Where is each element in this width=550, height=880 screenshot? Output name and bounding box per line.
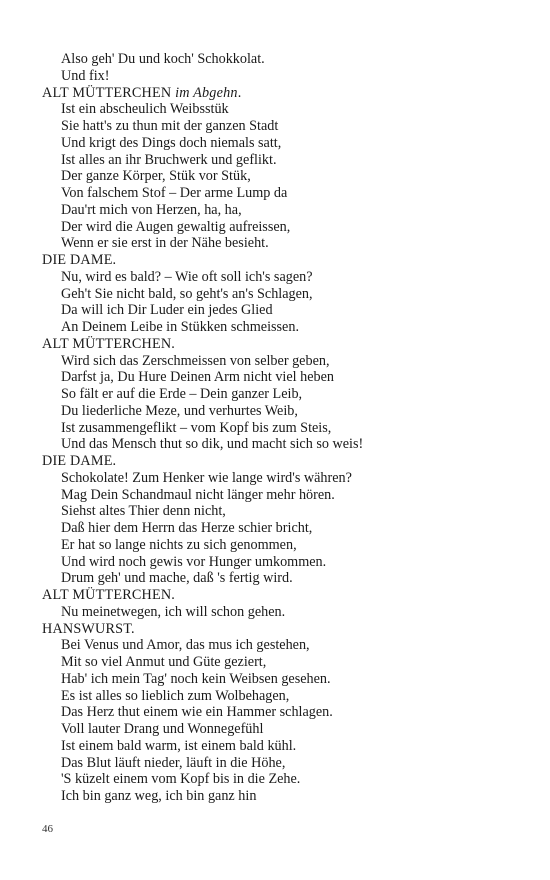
verse-line bbox=[42, 436, 522, 453]
speaker-text: DIE DAME. bbox=[42, 453, 117, 469]
verse-line bbox=[42, 152, 522, 169]
verse-line bbox=[42, 369, 522, 386]
verse-text: Bei Venus und Amor, das mus ich gestehen, bbox=[61, 637, 310, 654]
speaker-name bbox=[42, 336, 522, 353]
verse-text: Dau'rt mich von Herzen, ha, ha, bbox=[61, 201, 242, 218]
verse-line bbox=[42, 319, 522, 336]
verse-text: Wird sich das Zerschmeissen von selber geben, bbox=[61, 352, 330, 369]
verse-text: Und das Mensch thut so dik, und macht sich so weis! bbox=[61, 436, 364, 453]
verse-line bbox=[42, 537, 522, 554]
page-number: 46 bbox=[42, 823, 53, 835]
verse-line bbox=[42, 704, 522, 721]
verse-line bbox=[42, 637, 522, 654]
verse-text: Also geh' Du und koch' Schokkolat. bbox=[61, 51, 265, 67]
verse-line bbox=[42, 219, 522, 236]
verse-text: Es ist alles so lieblich zum Wolbehagen, bbox=[61, 687, 290, 704]
speaker-text: ALT MÜTTERCHEN. bbox=[42, 587, 176, 603]
verse-text: Schokolate! Zum Henker wie lange wird's währen? bbox=[61, 469, 352, 486]
verse-text: Von falschem Stof – Der arme Lump da bbox=[61, 185, 288, 201]
verse-text: Ist einem bald warm, ist einem bald kühl. bbox=[61, 737, 297, 754]
stage-direction: im Abgehn bbox=[175, 84, 238, 101]
speaker-text: ALT MÜTTERCHEN. bbox=[42, 335, 176, 352]
verse-text: Ich bin ganz weg, ich bin ganz hin bbox=[61, 788, 257, 804]
verse-text: Geh't Sie nicht bald, so geht's an's Schlagen, bbox=[61, 285, 313, 302]
verse-text: Mag Dein Schandmaul nicht länger mehr hören. bbox=[61, 486, 335, 503]
verse-text: Nu meinetwegen, ich will schon gehen. bbox=[61, 603, 286, 620]
verse-text: Nu, wird es bald? – Wie oft soll ich's sagen? bbox=[61, 268, 313, 285]
verse-text: Das Herz thut einem wie ein Hammer schlagen. bbox=[61, 704, 333, 721]
verse-text: Siehst altes Thier denn nicht, bbox=[61, 503, 226, 520]
verse-line bbox=[42, 520, 522, 537]
verse-text: Wenn er sie erst in der Nähe besieht. bbox=[61, 235, 269, 252]
verse-line bbox=[42, 470, 522, 487]
verse-text: Daß hier dem Herrn das Herze schier bricht, bbox=[61, 520, 313, 536]
verse-text: So fält er auf die Erde – Dein ganzer Leib, bbox=[61, 386, 303, 402]
verse-text: Mit so viel Anmut und Güte geziert, bbox=[61, 654, 267, 670]
verse-line bbox=[42, 101, 522, 118]
verse-line bbox=[42, 604, 522, 621]
verse-text: Und krigt des Dings doch niemals satt, bbox=[61, 134, 282, 151]
verse-line bbox=[42, 788, 522, 805]
verse-line bbox=[42, 503, 522, 520]
speaker-name bbox=[42, 587, 522, 604]
speaker-name bbox=[42, 85, 522, 102]
verse-line bbox=[42, 51, 522, 68]
verse-text: Ist zusammengeflikt – vom Kopf bis zum Steis, bbox=[61, 419, 332, 436]
verse-line bbox=[42, 386, 522, 403]
verse-line bbox=[42, 554, 522, 571]
verse-text: Das Blut läuft nieder, läuft in die Höhe, bbox=[61, 754, 286, 771]
verse-line bbox=[42, 68, 522, 85]
verse-line bbox=[42, 168, 522, 185]
verse-line bbox=[42, 420, 522, 437]
speaker-text: DIE DAME. bbox=[42, 252, 117, 268]
play-text bbox=[42, 51, 522, 805]
verse-text: An Deinem Leibe in Stükken schmeissen. bbox=[61, 319, 299, 335]
verse-line bbox=[42, 487, 522, 504]
speaker-text: ALT MÜTTERCHEN bbox=[42, 84, 176, 101]
verse-text: 'S küzelt einem vom Kopf bis in die Zehe. bbox=[61, 771, 301, 788]
verse-text: Hab' ich mein Tag' noch kein Weibsen gesehen. bbox=[61, 670, 331, 687]
verse-line bbox=[42, 302, 522, 319]
verse-text: Darfst ja, Du Hure Deinen Arm nicht viel heben bbox=[61, 369, 335, 386]
verse-line bbox=[42, 671, 522, 688]
speaker-name bbox=[42, 252, 522, 269]
verse-text: Und wird noch gewis vor Hunger umkommen. bbox=[61, 553, 327, 570]
verse-text: Ist alles an ihr Bruchwerk und geflikt. bbox=[61, 151, 277, 168]
verse-line bbox=[42, 688, 522, 705]
verse-line bbox=[42, 135, 522, 152]
verse-line bbox=[42, 269, 522, 286]
verse-line bbox=[42, 721, 522, 738]
verse-line bbox=[42, 403, 522, 420]
verse-line bbox=[42, 570, 522, 587]
verse-line bbox=[42, 286, 522, 303]
verse-line bbox=[42, 738, 522, 755]
punctuation: . bbox=[237, 84, 242, 101]
verse-line bbox=[42, 202, 522, 219]
speaker-text: HANSWURST. bbox=[42, 620, 135, 637]
verse-text: Sie hatt's zu thun mit der ganzen Stadt bbox=[61, 118, 279, 134]
verse-line bbox=[42, 235, 522, 252]
verse-line bbox=[42, 771, 522, 788]
verse-text: Du liederliche Meze, und verhurtes Weib, bbox=[61, 402, 298, 419]
verse-text: Voll lauter Drang und Wonnegefühl bbox=[61, 721, 264, 737]
speaker-name bbox=[42, 621, 522, 638]
speaker-name bbox=[42, 453, 522, 470]
verse-line bbox=[42, 185, 522, 202]
verse-text: Er hat so lange nichts zu sich genommen, bbox=[61, 536, 297, 553]
verse-line bbox=[42, 118, 522, 135]
verse-line bbox=[42, 755, 522, 772]
verse-text: Da will ich Dir Luder ein jedes Glied bbox=[61, 302, 273, 319]
verse-text: Drum geh' und mache, daß 's fertig wird. bbox=[61, 570, 293, 587]
verse-line bbox=[42, 654, 522, 671]
verse-text: Und fix! bbox=[61, 67, 110, 84]
verse-text: Der ganze Körper, Stük vor Stük, bbox=[61, 168, 251, 185]
verse-text: Der wird die Augen gewaltig aufreissen, bbox=[61, 218, 291, 235]
verse-line bbox=[42, 353, 522, 370]
verse-text: Ist ein abscheulich Weibsstük bbox=[61, 101, 229, 118]
